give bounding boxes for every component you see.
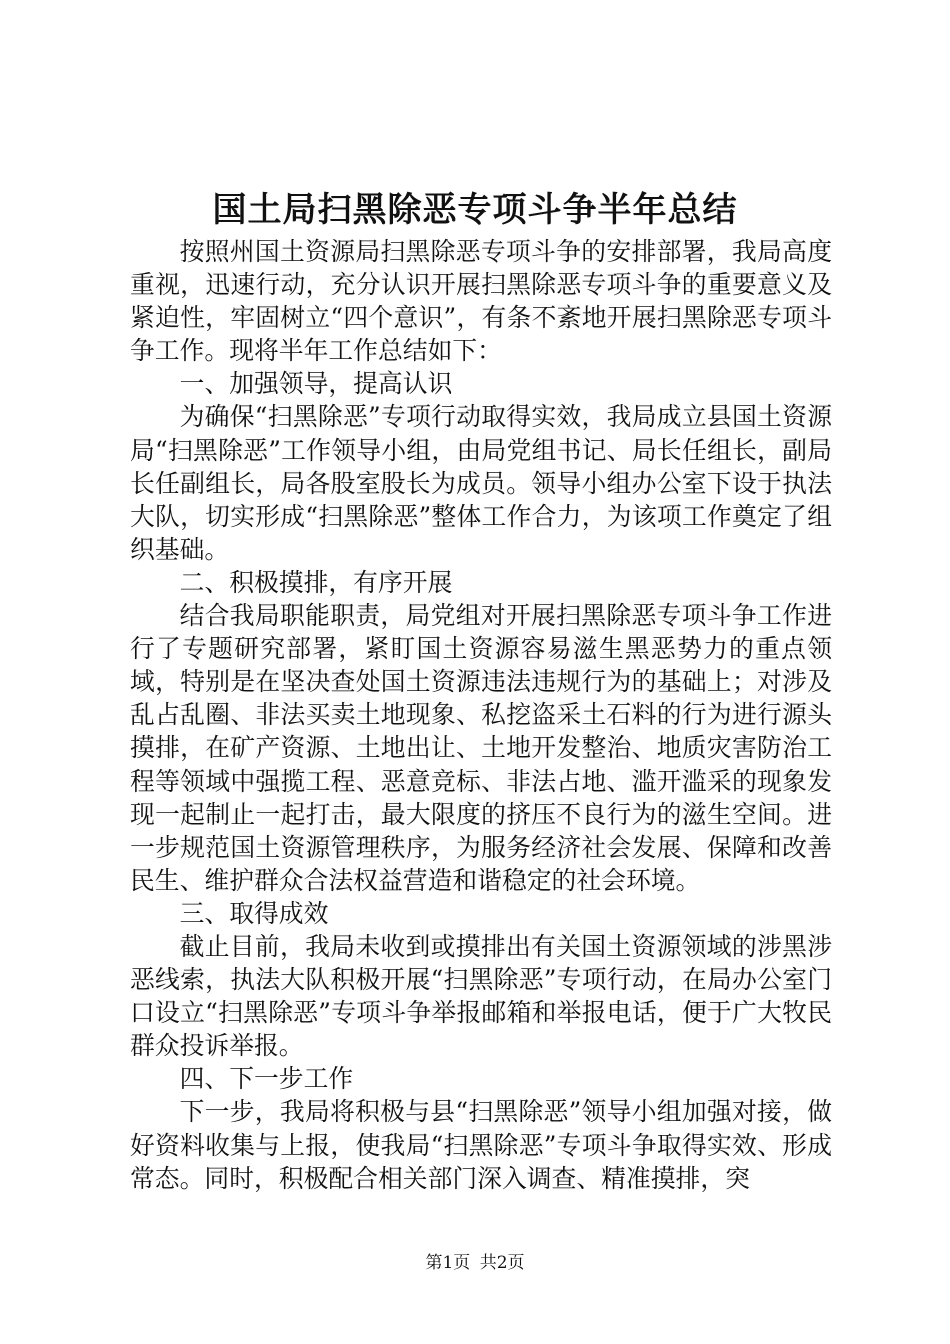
page-footer [0,1252,950,1274]
section-heading-2: 二、积极摸排，有序开展 [179,567,453,597]
page-number: 第1页 [425,1253,471,1273]
section-paragraph-4: 下一步，我局将积极与县“扫黑除恶”领导小组加强对接，做好资料收集与上报，使我局“扫黑除恶”专项斗争取得实效、形成常态。同时，积极配合相关部门深入调查、精准摸排，突 [130,1097,832,1193]
page-total: 共2页 [479,1253,525,1273]
document-body [130,235,832,1195]
document-title: 国土局扫黑除恶专项斗争半年总结 [212,190,738,230]
section-heading-3: 三、取得成效 [179,898,329,928]
section-paragraph-3: 截止目前，我局未收到或摸排出有关国土资源领域的涉黑涉恶线索，执法大队积极开展“扫黑除恶”专项行动，在局办公室门口设立“扫黑除恶”专项斗争举报邮箱和举报电话，便于广大牧民群众投诉举报。 [130,931,832,1061]
section-heading-1: 一、加强领导，提高认识 [179,369,453,399]
section-paragraph-2: 结合我局职能职责，局党组对开展扫黑除恶专项斗争工作进行了专题研究部署，紧盯国土资源容易滋生黑恶势力的重点领域，特别是在坚决查处国土资源违法违规行为的基础上；对涉及乱占乱圈、非法买卖土地现象、私挖盗采土石料的行为进行源头摸排，在矿产资源、土地出让、土地开发整治、地质灾害防治工程等领域中强揽工程、恶意竞标、非法占地、滥开滥采的现象发现一起制止一起打击，最大限度的挤压不良行为的滋生空间。进一步规范国土资源管理秩序，为服务经济社会发展、保障和改善民生、维护群众合法权益营造和谐稳定的社会环境。 [130,601,832,895]
intro-paragraph: 按照州国土资源局扫黑除恶专项斗争的安排部署，我局高度重视，迅速行动，充分认识开展扫黑除恶专项斗争的重要意义及紧迫性，牢固树立“四个意识”，有条不紊地开展扫黑除恶专项斗争工作。现将半年工作总结如下： [130,237,832,366]
section-heading-4: 四、下一步工作 [179,1064,354,1094]
section-paragraph-1: 为确保“扫黑除恶”专项行动取得实效，我局成立县国土资源局“扫黑除恶”工作领导小组，由局党组书记、局长任组长，副局长任副组长，局各股室股长为成员。领导小组办公室下设于执法大队，切实形成“扫黑除恶”整体工作合力，为该项工作奠定了组织基础。 [130,402,832,564]
